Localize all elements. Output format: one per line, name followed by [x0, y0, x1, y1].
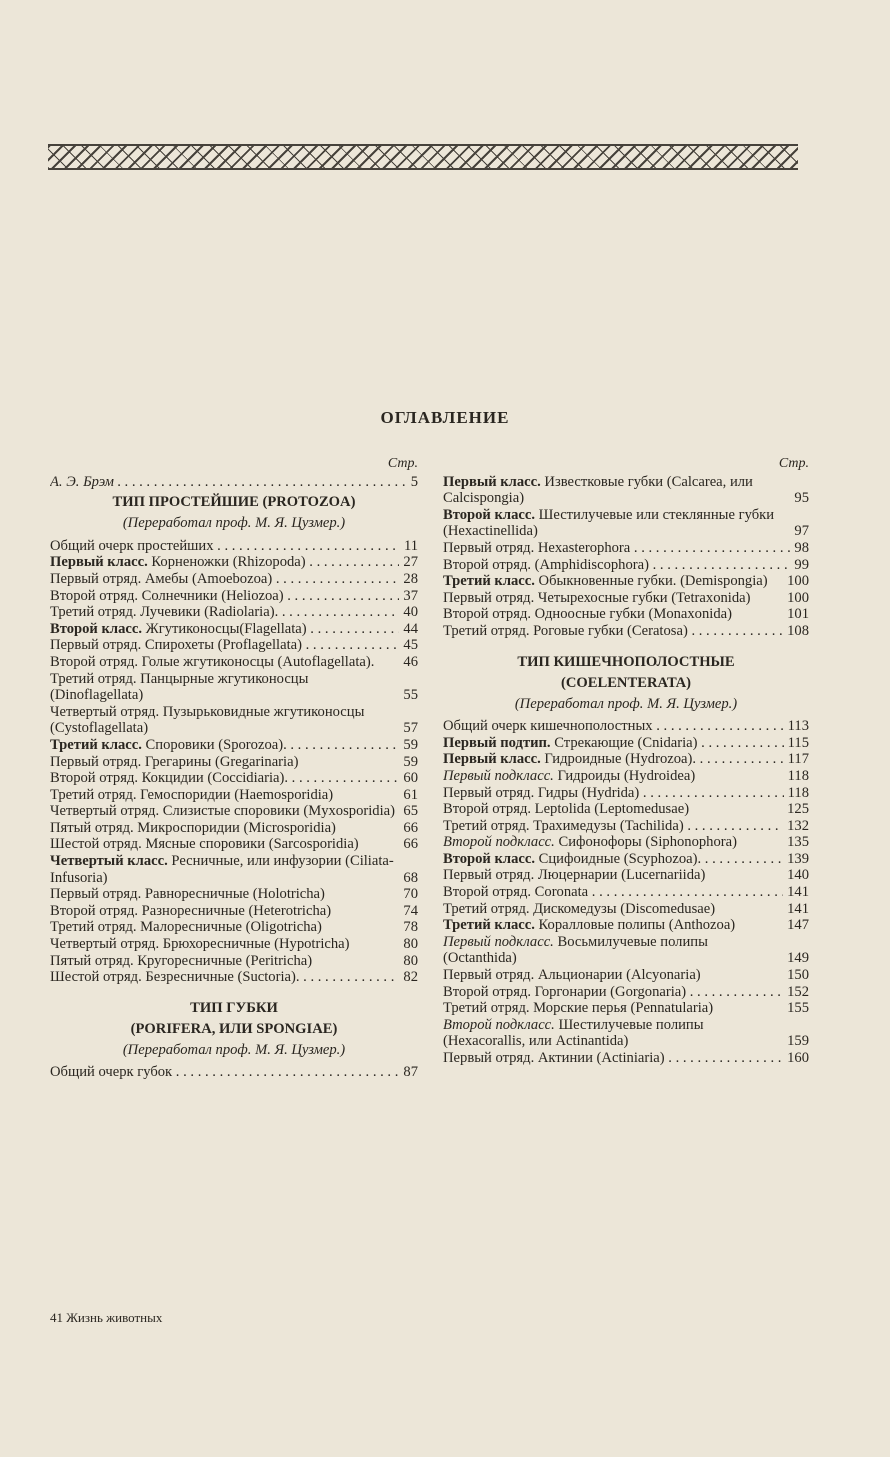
toc-entry-title — [443, 623, 783, 640]
toc-entry-title — [443, 984, 783, 1001]
toc-entry-title — [443, 573, 783, 590]
toc-page-number: 80 — [403, 952, 418, 969]
toc-entry — [443, 507, 809, 540]
toc-entry-text: Общий очерк кишечнополостных — [443, 718, 653, 735]
toc-entry — [443, 623, 809, 640]
toc-entry-title — [50, 737, 399, 754]
toc-entry-text: Корненожки (Rhizopoda) — [147, 554, 306, 571]
toc-entry-title — [443, 851, 783, 868]
toc-entry — [443, 934, 809, 967]
toc-entry-text: Гидроиды (Hydroidea) — [553, 767, 696, 784]
toc-entry-text: Общий очерк губок — [50, 1064, 173, 1081]
taxon-rank-label: Четвертый класс. — [50, 853, 168, 870]
toc-entry — [443, 474, 809, 507]
toc-entry — [443, 867, 809, 884]
ornamental-border — [48, 144, 798, 170]
taxon-rank-label: Второй подкласс. — [443, 1016, 555, 1033]
toc-left-column — [50, 456, 418, 1081]
toc-page-number: 152 — [787, 983, 809, 1000]
toc-entry — [50, 554, 418, 571]
toc-page-number: 135 — [787, 834, 809, 851]
toc-entry-text: Сифонофоры (Siphonophora) — [554, 834, 737, 851]
toc-entry-title — [50, 770, 399, 787]
taxon-rank-label: Третий класс. — [50, 736, 142, 753]
toc-entry-title — [443, 818, 783, 835]
toc-entry-text: Сцифоидные (Scyphozoa). — [534, 850, 702, 867]
toc-entry-text: Шестой отряд. Мясные споровики (Sarcosporidia) — [50, 836, 359, 853]
toc-entry-title — [50, 853, 399, 886]
toc-entry-title — [443, 834, 783, 851]
toc-right-column — [443, 456, 809, 1067]
toc-entry-title — [443, 735, 784, 752]
toc-entry — [50, 704, 418, 737]
toc-page-number: 95 — [794, 490, 809, 507]
toc-entry-text: Второй отряд. Солнечники (Heliozoa) — [50, 587, 284, 604]
toc-page-number: 117 — [787, 751, 809, 768]
toc-entry — [50, 671, 418, 704]
toc-entry-title — [443, 801, 783, 818]
toc-page-number: 70 — [403, 886, 418, 903]
toc-entry — [50, 754, 418, 771]
toc-entry — [443, 884, 809, 901]
toc-entry-text: Третий отряд. Панцырные жгутиконосцы (Dinoflagellata) — [50, 670, 309, 704]
toc-entry — [443, 735, 809, 752]
toc-entry-text: Первый отряд. Hexasterophora — [443, 539, 631, 556]
toc-entry — [50, 604, 418, 621]
toc-entry-text: Второй отряд. (Amphidiscophora) — [443, 556, 649, 573]
toc-entry-title — [50, 787, 399, 804]
taxon-rank-label: Второй класс. — [50, 620, 142, 637]
toc-entry-title — [443, 967, 783, 984]
toc-entry-title — [50, 604, 399, 621]
toc-entry — [443, 967, 809, 984]
toc-entry-text: Общий очерк простейших — [50, 537, 214, 554]
toc-entry-title — [50, 588, 399, 605]
toc-entry-title — [443, 751, 784, 768]
toc-entry — [443, 751, 809, 768]
toc-page-number: 82 — [403, 969, 418, 986]
toc-entry-title — [443, 884, 783, 901]
toc-entry-title — [443, 1017, 783, 1050]
toc-entry-title — [443, 934, 783, 967]
toc-page-number: 45 — [403, 637, 418, 654]
toc-entry-title — [443, 557, 790, 574]
toc-entry — [50, 886, 418, 903]
section-editor-note: (Переработал проф. М. Я. Цузмер.) — [514, 695, 738, 712]
toc-entry — [50, 654, 418, 671]
toc-page-number: 99 — [794, 556, 809, 573]
toc-page-number: 28 — [403, 570, 418, 587]
toc-entry-text: Первый отряд. Равноресничные (Holotricha) — [50, 886, 325, 903]
toc-entry-text: Ресничные, или инфузории (Ciliata-Infusoria) — [50, 853, 394, 886]
toc-entry-title — [50, 754, 399, 771]
taxon-rank-label: Первый класс. — [443, 751, 541, 768]
toc-entry-text: Третий отряд. Гемоспоридии (Haemosporidia) — [50, 786, 334, 803]
toc-entry-title — [50, 919, 399, 936]
toc-entry-text: Шестилучевые полипы (Hexacorallis, или Actinantida) — [443, 1016, 704, 1050]
toc-entry — [50, 770, 418, 787]
section-heading: (PORIFERA, ИЛИ SPONGIAE) — [130, 1020, 338, 1037]
taxon-rank-label: Первый подкласс. — [443, 933, 554, 950]
toc-page-number: 118 — [787, 784, 809, 801]
toc-page-number: 59 — [403, 736, 418, 753]
page-column-label: Стр. — [778, 456, 809, 471]
toc-entry-title — [443, 718, 784, 735]
toc-entry — [50, 637, 418, 654]
toc-entry-text: Третий отряд. Малоресничные (Oligotricha) — [50, 919, 322, 936]
toc-page-number: 141 — [787, 884, 809, 901]
taxon-rank-label: Первый класс. — [443, 473, 541, 490]
toc-entry — [50, 803, 418, 820]
toc-page-number: 74 — [403, 902, 418, 919]
toc-entry-text: Стрекающие (Cnidaria) — [550, 734, 698, 751]
toc-entry-text: Обыкновенные губки. (Demispongia) — [534, 573, 768, 590]
toc-page-number: 118 — [787, 767, 809, 784]
toc-entry-text: Второй отряд. Leptolida (Leptomedusae) — [443, 801, 690, 818]
taxon-rank-label: Третий класс. — [443, 573, 535, 590]
toc-entry — [50, 474, 418, 491]
toc-page-number: 68 — [403, 869, 418, 886]
section-editor-note: (Переработал проф. М. Я. Цузмер.) — [122, 1041, 346, 1058]
toc-entry — [50, 836, 418, 853]
toc-entry-title — [50, 953, 399, 970]
toc-entry-title — [443, 590, 783, 607]
toc-entry — [50, 820, 418, 837]
toc-entry — [50, 969, 418, 986]
toc-entry-title — [443, 867, 783, 884]
toc-entry-title — [443, 768, 784, 785]
toc-entry-title — [443, 606, 783, 623]
toc-page-number: 100 — [787, 589, 809, 606]
toc-entry — [443, 718, 809, 735]
toc-entry-title — [50, 886, 399, 903]
taxon-rank-label: Первый класс. — [50, 554, 148, 571]
toc-page-number: 155 — [787, 1000, 809, 1017]
toc-entry-text: Первый отряд. Актинии (Actiniaria) — [443, 1050, 665, 1066]
section-heading: ТИП ПРОСТЕЙШИЕ (PROTOZOA) — [112, 494, 356, 511]
toc-page-number: 87 — [403, 1064, 418, 1081]
toc-page-number: 66 — [403, 836, 418, 853]
toc-page-number: 66 — [403, 819, 418, 836]
toc-page-number: 150 — [787, 967, 809, 984]
toc-entry-text: Шестой отряд. Безресничные (Suctoria). — [50, 969, 300, 986]
toc-entry-title — [50, 903, 399, 920]
toc-entry — [443, 573, 809, 590]
toc-entry — [50, 787, 418, 804]
toc-entry-text: Четвертый отряд. Брюхоресничные (Hypotricha) — [50, 936, 350, 953]
toc-page-number: 113 — [787, 718, 809, 735]
toc-page-number: 55 — [403, 687, 418, 704]
toc-entry-text: Первый отряд. Гидры (Hydrida) — [443, 784, 640, 801]
toc-entry — [50, 737, 418, 754]
toc-entry-text: Третий отряд. Роговые губки (Ceratosa) — [443, 622, 688, 639]
toc-page-number: 78 — [403, 919, 418, 936]
toc-page-number: 98 — [794, 539, 809, 556]
toc-entry-title — [443, 917, 783, 934]
toc-page-number: 97 — [794, 523, 809, 540]
toc-page-number: 140 — [787, 867, 809, 884]
page-footer: 41 Жизнь животных — [50, 1310, 163, 1325]
toc-entry-title — [50, 704, 399, 737]
toc-entry-text: Шестилучевые или стеклянные губки (Hexactinellida) — [443, 506, 775, 540]
section-heading: ТИП КИШЕЧНОПОЛОСТНЫЕ — [517, 653, 735, 670]
taxon-rank-label: Первый подтип. — [443, 734, 551, 751]
toc-page-number: 37 — [403, 587, 418, 604]
toc-entry — [443, 1017, 809, 1050]
toc-page-number: 65 — [403, 803, 418, 820]
toc-entry — [443, 818, 809, 835]
toc-entry-text: Первый отряд. Грегарины (Gregarinaria) — [50, 753, 299, 770]
toc-entry-title — [50, 836, 399, 853]
toc-page-number: 44 — [403, 620, 418, 637]
toc-page-number: 101 — [787, 606, 809, 623]
toc-entry — [50, 588, 418, 605]
toc-entry — [50, 919, 418, 936]
toc-entry-text: Второй отряд. Голые жгутиконосцы (Autoflagellata). — [50, 653, 375, 670]
toc-page-number: 46 — [403, 653, 418, 670]
toc-entry-text: Известковые губки (Calcarea, или Calcispongia) — [443, 473, 753, 507]
toc-entry-title — [50, 803, 399, 820]
toc-entry — [443, 851, 809, 868]
toc-entry-title — [50, 538, 400, 555]
toc-entry — [50, 621, 418, 638]
toc-entry-text: Второй отряд. Одноосные губки (Monaxonida) — [443, 606, 732, 623]
toc-page-number: 149 — [787, 950, 809, 967]
toc-entry-title — [50, 671, 399, 704]
toc-page-number: 11 — [403, 537, 418, 554]
toc-entry-title — [443, 540, 790, 557]
toc-entry — [443, 834, 809, 851]
toc-entry-title — [50, 621, 399, 638]
toc-entry-title — [443, 1050, 783, 1067]
toc-entry-text: Второй отряд. Разноресничные (Heterotricha) — [50, 902, 332, 919]
page-title: ОГЛАВЛЕНИЕ — [380, 408, 510, 427]
toc-entry — [50, 1064, 418, 1081]
toc-entry — [443, 984, 809, 1001]
toc-entry — [443, 901, 809, 918]
toc-page-number: 108 — [787, 622, 809, 639]
toc-entry — [50, 853, 418, 886]
toc-entry — [50, 538, 418, 555]
toc-entry-text: Коралловые полипы (Anthozoa) — [534, 917, 736, 934]
toc-page-number: 59 — [403, 753, 418, 770]
toc-page-number: 57 — [403, 720, 418, 737]
toc-entry-text: Жгутиконосцы(Flagellata) — [141, 620, 307, 637]
toc-page-number: 100 — [787, 573, 809, 590]
toc-entry-title — [443, 507, 790, 540]
toc-entry — [443, 540, 809, 557]
page-column-label: Стр. — [387, 456, 418, 471]
toc-entry-text: Пятый отряд. Кругоресничные (Peritricha) — [50, 952, 313, 969]
toc-entry-title — [50, 1064, 399, 1081]
toc-entry-title — [443, 474, 790, 507]
toc-entry-text: Третий отряд. Лучевики (Radiolaria). — [50, 604, 279, 621]
toc-entry-text: Второй отряд. Кокцидии (Coccidiaria). — [50, 770, 288, 787]
toc-entry-text: Четвертый отряд. Пузырьковидные жгутиконосцы (Cystoflagellata) — [50, 703, 365, 737]
toc-page-number: 132 — [787, 817, 809, 834]
toc-entry-text: Первый отряд. Люцернарии (Lucernariida) — [443, 867, 706, 884]
toc-page-number: 141 — [787, 900, 809, 917]
section-heading: ТИП ГУБКИ — [190, 999, 278, 1016]
toc-page-number: 27 — [403, 554, 418, 571]
taxon-rank-label: Второй класс. — [443, 506, 535, 523]
toc-entry — [50, 936, 418, 953]
toc-entry-title — [50, 936, 399, 953]
toc-entry-title — [443, 1000, 783, 1017]
toc-entry-text: Первый отряд. Четырехосные губки (Tetraxonida) — [443, 589, 751, 606]
toc-entry-text: Первый отряд. Амебы (Amoebozoa) — [50, 570, 273, 587]
toc-page-number: 125 — [787, 801, 809, 818]
toc-entry-text: Восьмилучевые полипы (Octanthida) — [443, 933, 708, 967]
toc-page-number: 160 — [787, 1050, 809, 1066]
section-heading: (COELENTERATA) — [560, 674, 691, 691]
toc-entry-text: Пятый отряд. Микроспоридии (Microsporidia) — [50, 819, 336, 836]
toc-page-number: 5 — [410, 473, 418, 490]
toc-entry — [443, 785, 809, 802]
toc-entry — [443, 1050, 809, 1067]
toc-entry-title — [443, 785, 784, 802]
toc-page-number: 40 — [403, 604, 418, 621]
toc-entry-text: А. Э. Брэм — [50, 473, 114, 490]
toc-entry-title — [50, 637, 399, 654]
toc-entry-text: Второй отряд. Горгонарии (Gorgonaria) — [443, 983, 687, 1000]
toc-entry-text: Третий отряд. Трахимедузы (Tachilida) — [443, 817, 684, 834]
section-editor-note: (Переработал проф. М. Я. Цузмер.) — [122, 515, 346, 532]
toc-entry-title — [50, 654, 399, 671]
toc-entry-title — [50, 474, 407, 491]
toc-entry — [50, 571, 418, 588]
taxon-rank-label: Первый подкласс. — [443, 767, 554, 784]
section-gap — [50, 986, 418, 996]
section-gap — [443, 640, 809, 650]
taxon-rank-label: Второй класс. — [443, 850, 535, 867]
toc-entry — [443, 590, 809, 607]
toc-entry-text: Гидроидные (Hydrozoa). — [540, 751, 697, 768]
toc-entry-title — [50, 820, 399, 837]
toc-entry-text: Четвертый отряд. Слизистые споровики (Myxosporidia) — [50, 803, 395, 820]
toc-page-number: 139 — [787, 850, 809, 867]
toc-entry — [443, 1000, 809, 1017]
toc-entry — [50, 953, 418, 970]
toc-entry-title — [50, 554, 399, 571]
toc-entry-text: Третий отряд. Морские перья (Pennatularia) — [443, 1000, 714, 1017]
toc-entry-text: Второй отряд. Coronata — [443, 884, 589, 901]
toc-entry-text: Споровики (Sporozoa). — [141, 736, 287, 753]
toc-entry — [443, 557, 809, 574]
toc-entry-title — [50, 969, 399, 986]
taxon-rank-label: Третий класс. — [443, 917, 535, 934]
toc-entry — [443, 768, 809, 785]
toc-entry-title — [443, 901, 783, 918]
toc-entry-text: Первый отряд. Спирохеты (Proflagellata) — [50, 637, 302, 654]
toc-page-number: 147 — [787, 917, 809, 934]
toc-entry-title — [50, 571, 399, 588]
toc-entry — [443, 917, 809, 934]
toc-entry — [443, 801, 809, 818]
taxon-rank-label: Второй подкласс. — [443, 834, 555, 851]
toc-page-number: 61 — [403, 786, 418, 803]
toc-entry — [50, 903, 418, 920]
toc-page-number: 115 — [787, 734, 809, 751]
toc-entry — [443, 606, 809, 623]
toc-page-number: 80 — [403, 936, 418, 953]
toc-entry-text: Третий отряд. Дискомедузы (Discomedusae) — [443, 900, 716, 917]
toc-page-number: 60 — [403, 770, 418, 787]
toc-page-number: 159 — [787, 1033, 809, 1050]
toc-entry-text: Первый отряд. Альционарии (Alcyonaria) — [443, 967, 701, 984]
